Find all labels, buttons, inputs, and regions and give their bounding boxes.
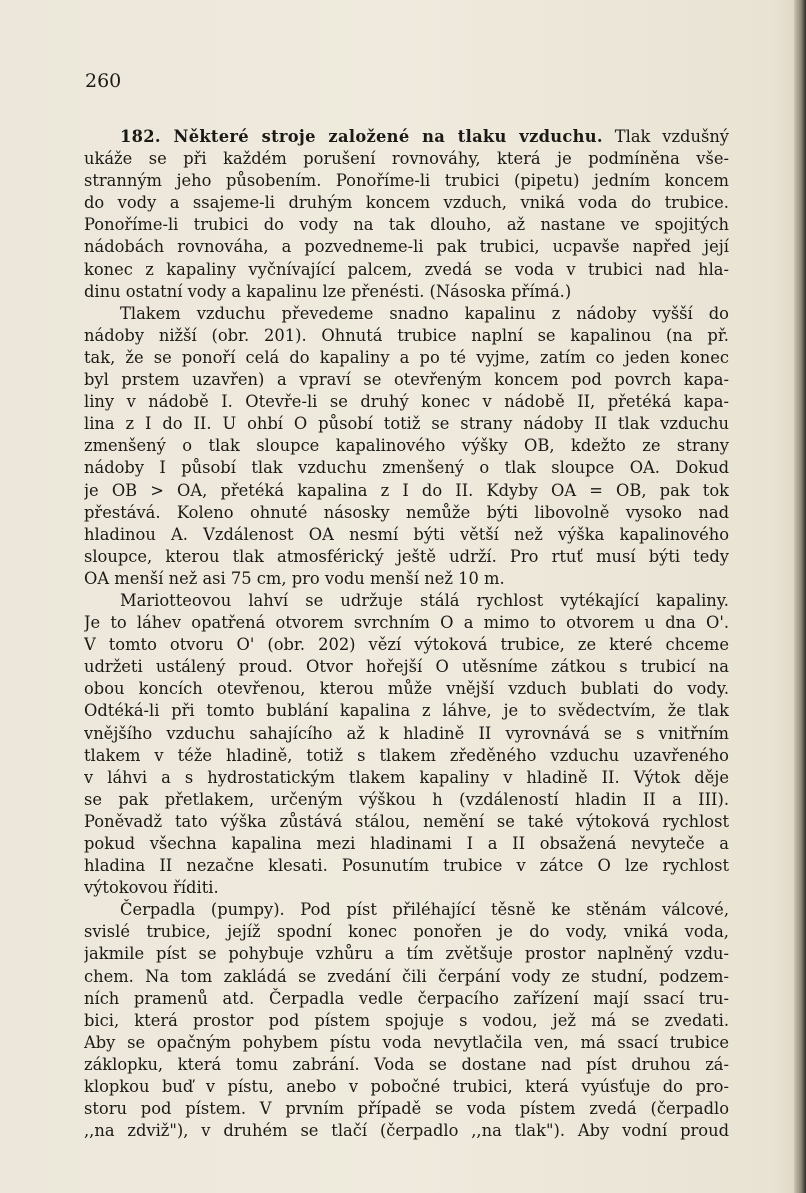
text-line: [84, 700, 729, 722]
text-line: [84, 1032, 729, 1054]
text-line: [84, 568, 729, 590]
line-text: v láhvi a s hydrostatickým tlakem kapaliny v hladině II. Výtok děje: [84, 767, 729, 787]
text-line: [84, 966, 729, 988]
text-line: [84, 480, 729, 502]
line-text: nádoby nižší (obr. 201). Ohnutá trubice naplní se kapalinou (na př.: [84, 325, 729, 345]
text-line: [84, 590, 729, 612]
text-line: [84, 413, 729, 435]
line-text: do vody a ssajeme-li druhým koncem vzduch, vniká voda do trubice.: [84, 193, 729, 213]
line-text: V tomto otvoru O' (obr. 202) vězí výtoková trubice, ze které chceme: [84, 635, 729, 655]
line-text: udržeti ustálený proud. Otvor hořejší O utěsníme zátkou s trubicí na: [84, 657, 729, 677]
text-line: [84, 281, 729, 303]
line-text: přestává. Koleno ohnuté násosky nemůže býti libovolně vysoko nad: [84, 502, 729, 522]
line-text: svislé trubice, jejíž spodní konec ponořen je do vody, vniká voda,: [84, 922, 729, 942]
line-text: Tlakem vzduchu převedeme snadno kapalinu z nádoby vyšší do: [120, 303, 729, 323]
line-text: Je to láhev opatřená otvorem svrchním O a mimo to otvorem u dna O'.: [84, 613, 729, 633]
line-text: dinu ostatní vody a kapalinu lze přenésti. (Násoska přímá.): [84, 281, 572, 301]
text-line: [84, 435, 729, 457]
line-text: tlakem v téže hladině, totiž s tlakem zředěného vzduchu uzavřeného: [84, 745, 729, 765]
text-line: [84, 634, 729, 656]
text-line: [84, 192, 729, 214]
line-text: konec z kapaliny vyčnívající palcem, zvedá se voda v trubici nad hla-: [84, 259, 729, 279]
text-line: [84, 811, 729, 833]
section-heading: 182. Některé stroje založené na tlaku vzduchu.: [120, 127, 603, 146]
page-text: [84, 126, 729, 1142]
text-line: [84, 656, 729, 678]
text-line: [84, 214, 729, 236]
line-text: pokud všechna kapalina mezi hladinami I a II obsažená nevyteče a: [84, 834, 729, 853]
text-line: [84, 369, 729, 391]
text-line: [84, 524, 729, 546]
text-line: [84, 789, 729, 811]
line-text: zmenšený o tlak sloupce kapalinového výšky OB, kdežto ze strany: [84, 436, 729, 456]
line-text: chem. Na tom zakládá se zvedání čili čerpání vody ze studní, podzem-: [84, 966, 729, 986]
line-text: nádobách rovnováha, a pozvedneme-li pak trubici, ucpavše napřed její: [84, 237, 729, 257]
text-line: [84, 1054, 729, 1076]
text-line: [84, 126, 729, 148]
line-text: Odtéká-li při tomto bublání kapalina z láhve, je to svědectvím, že tlak: [84, 701, 729, 721]
text-line: [84, 678, 729, 700]
line-text: tak, že se ponoří celá do kapaliny a po té vyjme, zatím co jeden konec: [84, 347, 729, 367]
line-text: výtokovou říditi.: [84, 878, 219, 898]
line-text: stranným jeho působením. Ponoříme-li trubici (pipetu) jedním koncem: [84, 171, 729, 191]
text-line: [84, 457, 729, 479]
text-line: [84, 988, 729, 1010]
line-text: je OB > OA, přetéká kapalina z I do II. Kdyby OA = OB, pak tok: [84, 480, 729, 500]
line-text: hladina II nezačne klesati. Posunutím trubice v zátce O lze rychlost: [84, 856, 729, 876]
line-text: jakmile píst se pohybuje vzhůru a tím zvětšuje prostor naplněný vzdu-: [84, 944, 729, 964]
line-text: lina z I do II. U ohbí O působí totiž se strany nádoby II tlak vzduchu: [84, 414, 729, 434]
line-text: liny v nádobě I. Otevře-li se druhý konec v nádobě II, přetéká kapa-: [84, 392, 729, 412]
text-line: [84, 723, 729, 745]
line-text: ukáže se při každém porušení rovnováhy, která je podmíněna vše-: [84, 149, 729, 169]
text-line: [84, 1098, 729, 1120]
line-text: Ponoříme-li trubici do vody na tak dlouho, až nastane ve spojitých: [84, 215, 729, 235]
line-text: Poněvadž tato výška zůstává stálou, nemění se také výtoková rychlost: [84, 811, 729, 831]
line-text: nádoby I působí tlak vzduchu zmenšený o tlak sloupce OA. Dokud: [84, 458, 729, 478]
line-text: storu pod pístem. V prvním případě se voda pístem zvedá (čerpadlo: [84, 1099, 729, 1119]
line-text: ních pramenů atd. Čerpadla vedle čerpacího zařízení mají ssací tru-: [84, 988, 729, 1008]
line-text: Čerpadla (pumpy). Pod píst přiléhající těsně ke stěnám válcové,: [120, 900, 729, 920]
line-text: bici, která prostor pod pístem spojuje s vodou, jež má se zvedati.: [84, 1010, 729, 1030]
line-text: sloupce, kterou tlak atmosférický ještě udrží. Pro rtuť musí býti tedy: [84, 546, 729, 566]
line-text: obou koncích otevřenou, kterou může vnější vzduch bublati do vody.: [84, 679, 729, 699]
text-line: [84, 347, 729, 369]
line-text: Aby se opačným pohybem pístu voda nevytlačila ven, má ssací trubice: [84, 1032, 729, 1052]
text-line: [84, 236, 729, 258]
text-line: [84, 899, 729, 921]
text-line: [84, 1010, 729, 1032]
text-line: [84, 833, 729, 855]
text-line: [84, 943, 729, 965]
line-text: hladinou A. Vzdálenost OA nesmí býti větší než výška kapalinového: [84, 524, 729, 544]
text-line: [84, 325, 729, 347]
line-text: se pak přetlakem, určeným výškou h (vzdáleností hladin II a III).: [84, 789, 729, 809]
text-line: [84, 502, 729, 524]
line-text: OA menší než asi 75 cm, pro vodu menší než 10 m.: [84, 568, 505, 588]
text-line: [84, 303, 729, 325]
text-line: [84, 767, 729, 789]
text-line: [84, 1076, 729, 1098]
page-binding-edge: [794, 0, 806, 1193]
text-line: [84, 612, 729, 634]
line-text: ,,na zdviž"), v druhém se tlačí (čerpadlo ,,na tlak"). Aby vodní proud: [84, 1121, 729, 1141]
text-line: [84, 855, 729, 877]
text-line: [84, 921, 729, 943]
line-text: Mariotteovou lahví se udržuje stálá rychlost vytékající kapaliny.: [120, 590, 729, 610]
line-text: byl prstem uzavřen) a vpraví se otevřeným koncem pod povrch kapa-: [84, 370, 729, 390]
text-line: [84, 148, 729, 170]
text-line: [84, 877, 729, 899]
line-text: Tlak vzdušný: [602, 127, 729, 146]
line-text: klopkou buď v pístu, anebo v pobočné trubici, která vyúsťuje do pro-: [84, 1077, 729, 1097]
text-line: [84, 1120, 729, 1142]
text-line: [84, 546, 729, 568]
text-line: [84, 745, 729, 767]
line-text: vnějšího vzduchu sahajícího až k hladině II vyrovnává se s vnitřním: [84, 723, 729, 743]
text-line: [84, 259, 729, 281]
line-text: záklopku, která tomu zabrání. Voda se dostane nad píst druhou zá-: [84, 1054, 729, 1074]
page-number: 260: [85, 70, 122, 92]
text-line: [84, 391, 729, 413]
text-line: [84, 170, 729, 192]
